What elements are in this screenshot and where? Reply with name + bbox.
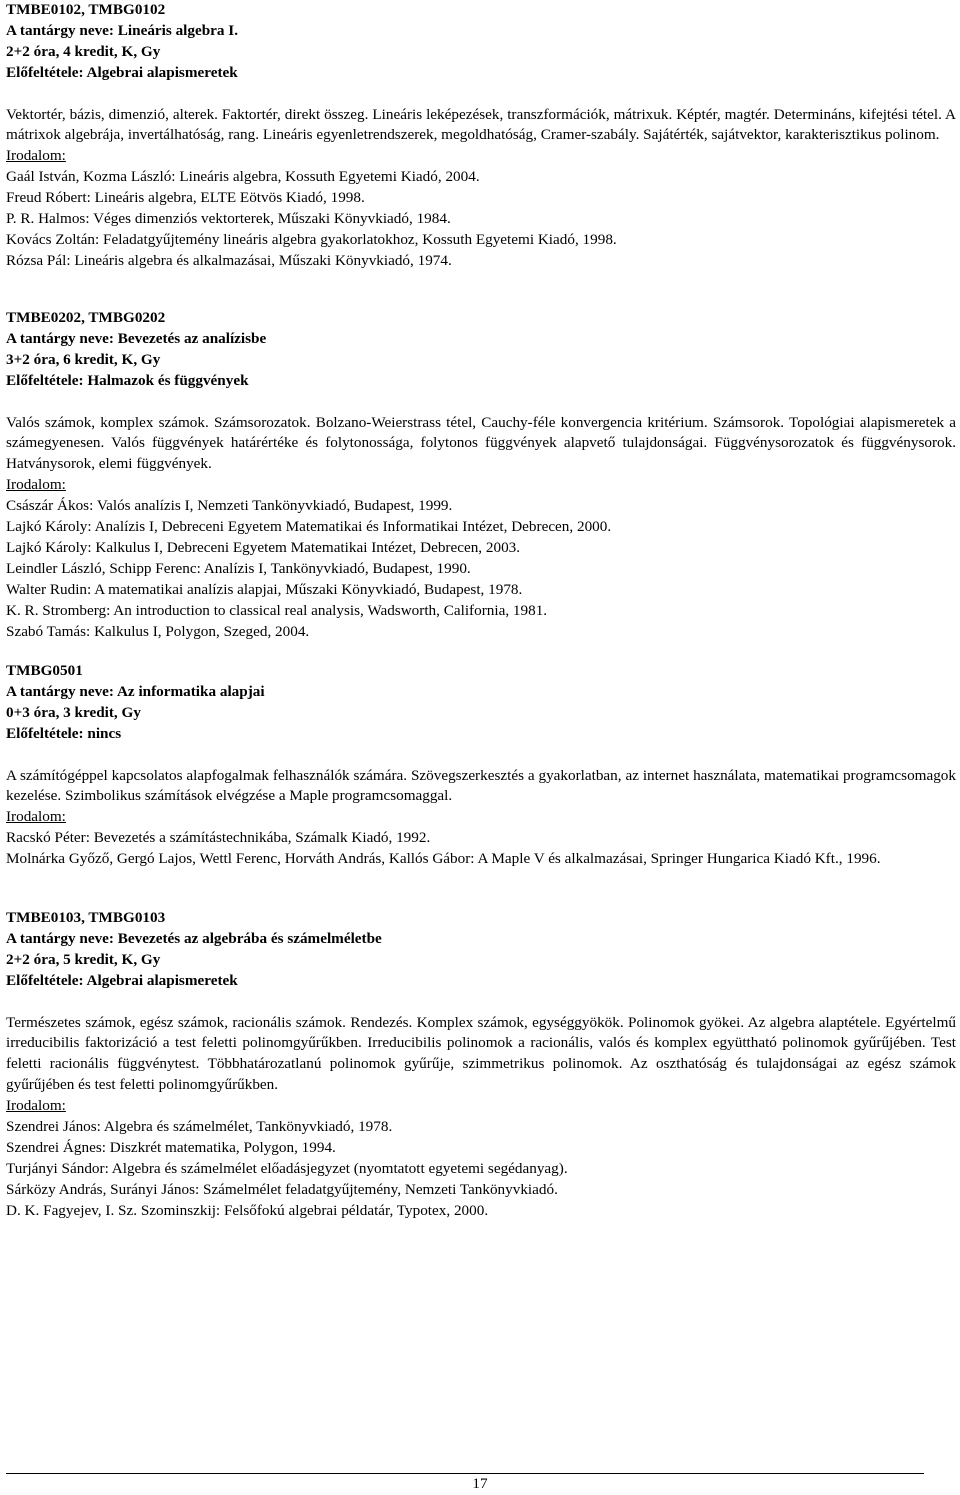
literature-label: Irodalom: <box>6 1097 66 1115</box>
course-code: TMBE0202, TMBG0202 <box>6 309 166 326</box>
course-prerequisite: Előfeltétele: Halmazok és függvények <box>6 371 249 389</box>
reference-item: K. R. Stromberg: An introduction to classical real analysis, Wadsworth, California, 1981. <box>6 601 548 619</box>
course-name: A tantárgy neve: Lineáris algebra I. <box>6 21 239 39</box>
course-code: TMBE0102, TMBG0102 <box>6 1 166 18</box>
course-prerequisite: Előfeltétele: nincs <box>6 724 122 742</box>
reference-item: Molnárka Győző, Gergó Lajos, Wettl Ferenc, Horváth András, Kallós Gábor: A Maple V és alkalmazásai, Springer Hungarica Kiadó Kft., 1996. <box>6 850 881 868</box>
course-code: TMBE0103, TMBG0103 <box>6 909 166 926</box>
course-description: Valós számok, komplex számok. Számsorozatok. Bolzano-Weierstrass tétel, Cauchy-féle konvergencia kritérium. Számsorok. Topológiai alapismeretek a számegyenesen. Valós függvények határértéke és folytonossága, folytonos függvények alapvető tulajdonságai. Függvénysorozatok és függvénysorok. Hatványsorok, elemi függvények. <box>6 413 956 473</box>
course-name: A tantárgy neve: Az informatika alapjai <box>6 682 265 700</box>
reference-item: Szendrei Ágnes: Diszkrét matematika, Polygon, 1994. <box>6 1138 336 1156</box>
course-name: A tantárgy neve: Bevezetés az algebrába és számelméletbe <box>6 929 382 947</box>
page-number: 17 <box>472 1475 488 1492</box>
reference-item: Walter Rudin: A matematikai analízis alapjai, Műszaki Könyvkiadó, Budapest, 1978. <box>6 580 523 598</box>
reference-item: Szendrei János: Algebra és számelmélet, Tankönyvkiadó, 1978. <box>6 1118 393 1136</box>
course-code: TMBG0501 <box>6 662 83 679</box>
reference-item: Freud Róbert: Lineáris algebra, ELTE Eötvös Kiadó, 1998. <box>6 189 365 207</box>
course-description: Természetes számok, egész számok, racionális számok. Rendezés. Komplex számok, egységgyökök. Polinomok gyökei. Az algebra alaptétele. Egyértelmű irreducibilis faktorizáció a test feletti polinomgyűrűkben. Irreducibilis polinomok a racionális, valós és komplex együttható polinomok gyűrűjében. Test feletti racionális függvénytest. Többhatározatlanú polinomok gyűrűje, szimmetrikus polinomok. Az oszthatóság és tulajdonságai az egész számok gyűrűjében és test feletti polinomgyűrűkben. <box>6 1013 956 1094</box>
course-hours: 3+2 óra, 6 kredit, K, Gy <box>6 350 161 368</box>
reference-item: Turjányi Sándor: Algebra és számelmélet előadásjegyzet (nyomtatott egyetemi segédanyag). <box>6 1159 568 1177</box>
reference-item: Rózsa Pál: Lineáris algebra és alkalmazásai, Műszaki Könyvkiadó, 1974. <box>6 251 452 269</box>
course-section-algebra-number-theory <box>6 908 956 1222</box>
literature-label: Irodalom: <box>6 808 66 826</box>
reference-item: Szabó Tamás: Kalkulus I, Polygon, Szeged, 2004. <box>6 622 310 640</box>
course-hours: 2+2 óra, 5 kredit, K, Gy <box>6 950 161 968</box>
reference-item: Lajkó Károly: Analízis I, Debreceni Egyetem Matematikai és Informatikai Intézet, Debrecen, 2000. <box>6 518 612 536</box>
reference-item: D. K. Fagyejev, I. Sz. Szominszkij: Felsőfokú algebrai példatár, Typotex, 2000. <box>6 1201 489 1219</box>
reference-item: Császár Ákos: Valós analízis I, Nemzeti Tankönyvkiadó, Budapest, 1999. <box>6 497 453 515</box>
reference-item: Lajkó Károly: Kalkulus I, Debreceni Egyetem Matematikai Intézet, Debrecen, 2003. <box>6 538 521 556</box>
course-section-analysis <box>6 308 956 642</box>
course-name: A tantárgy neve: Bevezetés az analízisbe <box>6 329 267 347</box>
literature-label: Irodalom: <box>6 147 66 165</box>
course-hours: 2+2 óra, 4 kredit, K, Gy <box>6 42 161 60</box>
reference-item: P. R. Halmos: Véges dimenziós vektorterek, Műszaki Könyvkiadó, 1984. <box>6 210 451 228</box>
reference-item: Leindler László, Schipp Ferenc: Analízis I, Tankönyvkiadó, Budapest, 1990. <box>6 559 471 577</box>
course-section-linear-algebra <box>6 0 956 272</box>
course-prerequisite: Előfeltétele: Algebrai alapismeretek <box>6 63 238 81</box>
reference-item: Kovács Zoltán: Feladatgyűjtemény lineáris algebra gyakorlatokhoz, Kossuth Egyetemi Kiadó, 1998. <box>6 230 617 248</box>
course-description: Vektortér, bázis, dimenzió, alterek. Faktortér, direkt összeg. Lineáris leképezések, transzformációk, mátrixuk. Képtér, magtér. Determináns, kifejtési tétel. A mátrixok algebrája, invertálhatóság, rang. Lineáris egyenletrendszerek, megoldhatóság, Cramer-szabály. Sajátérték, sajátvektor, karakterisztikus polinom. <box>6 105 956 144</box>
course-hours: 0+3 óra, 3 kredit, Gy <box>6 703 141 721</box>
literature-label: Irodalom: <box>6 476 66 494</box>
reference-item: Racskó Péter: Bevezetés a számítástechnikába, Számalk Kiadó, 1992. <box>6 829 431 847</box>
course-description: A számítógéppel kapcsolatos alapfogalmak felhasználók számára. Szövegszerkesztés a gyakorlatban, az internet használata, matematikai programcsomagok kezelése. Szimbolikus számítások elvégzése a Maple programcsomaggal. <box>6 766 956 805</box>
course-prerequisite: Előfeltétele: Algebrai alapismeretek <box>6 971 238 989</box>
reference-item: Sárközy András, Surányi János: Számelmélet feladatgyűjtemény, Nemzeti Tankönyvkiadó. <box>6 1180 558 1198</box>
course-section-informatics <box>6 661 956 870</box>
reference-item: Gaál István, Kozma László: Lineáris algebra, Kossuth Egyetemi Kiadó, 2004. <box>6 168 480 186</box>
